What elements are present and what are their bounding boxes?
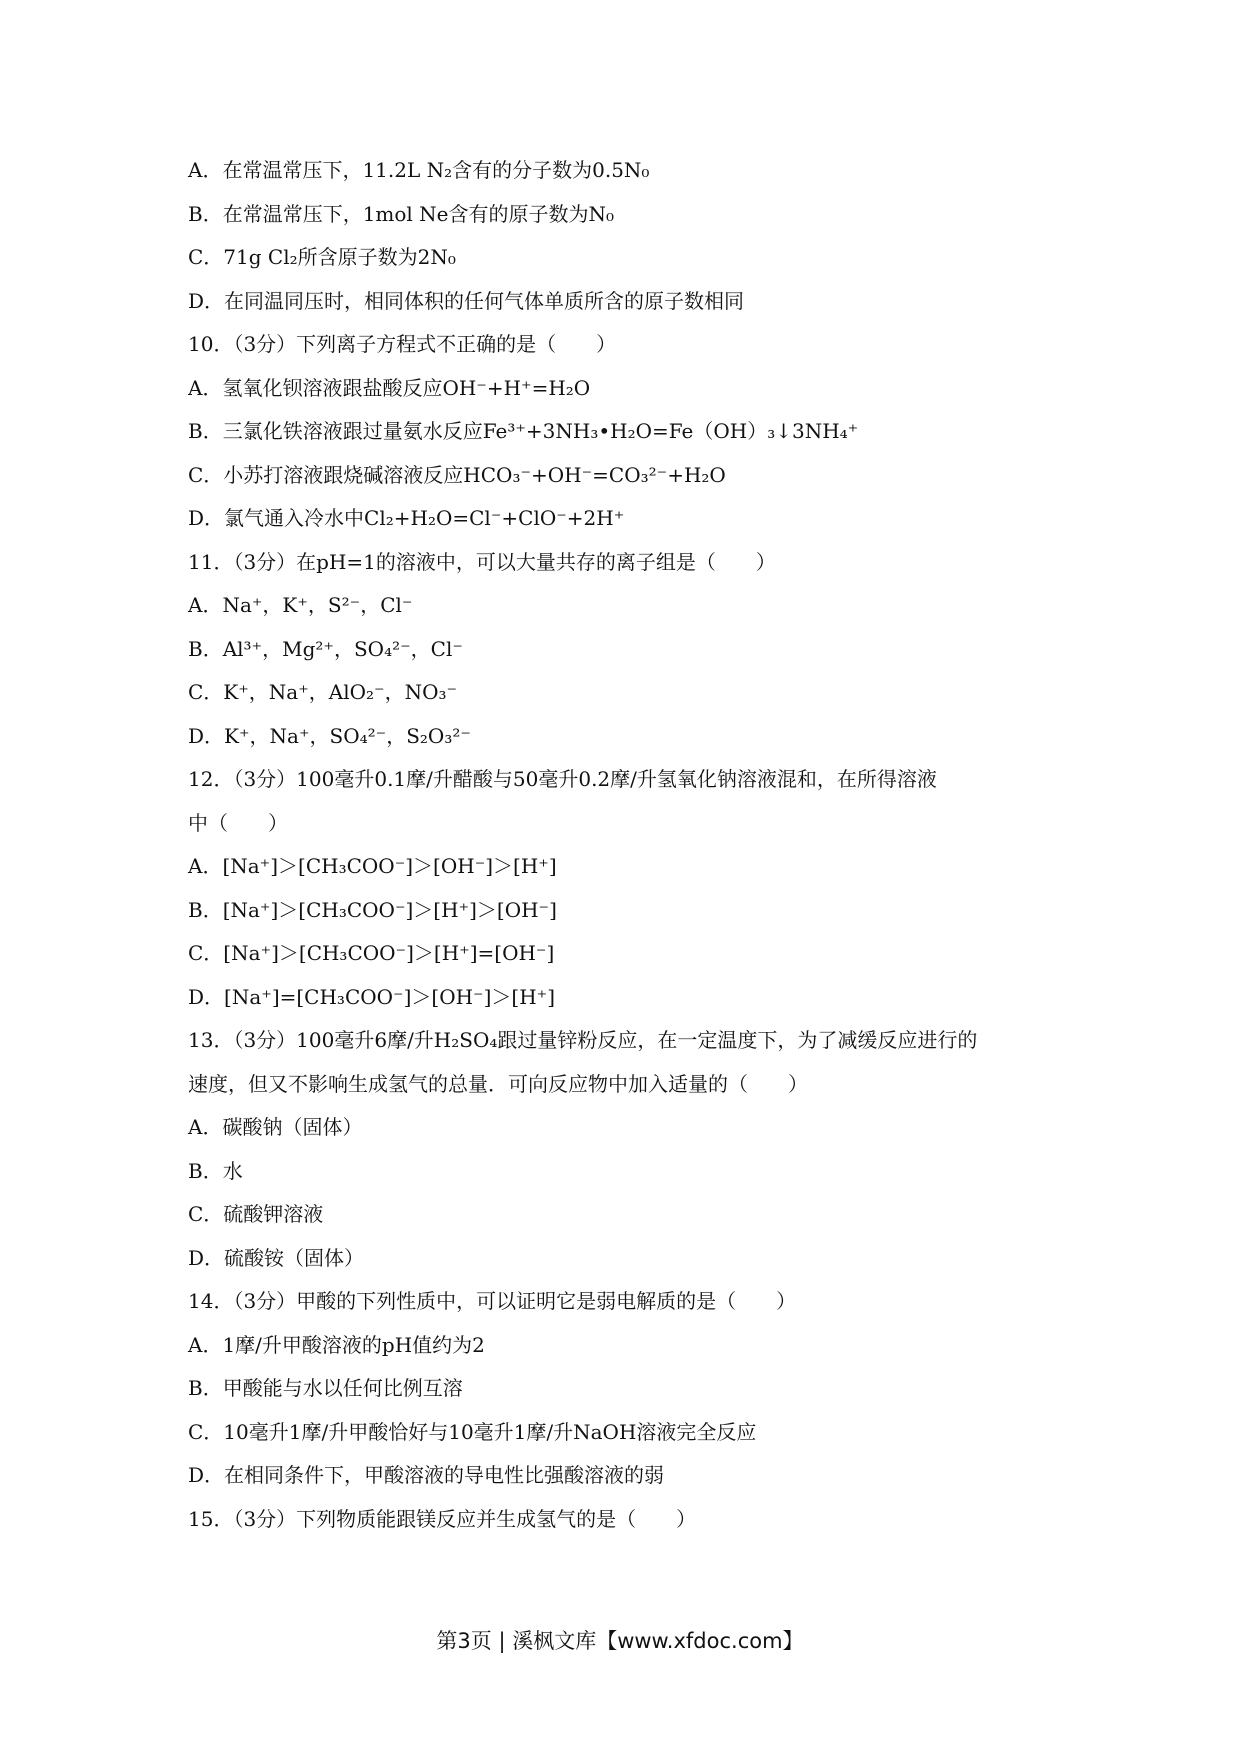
option-11d: D．K⁺，Na⁺，SO₄²⁻，S₂O₃²⁻: [188, 723, 471, 748]
question-14: 14．（3分）甲酸的下列性质中，可以证明它是弱电解质的是（ ）: [188, 1289, 797, 1313]
question-content: [188, 158, 1068, 1550]
option-9a: A．在常温常压下，11.2L N₂含有的分子数为0.5N₀: [188, 158, 650, 182]
option-10a: A．氢氧化钡溶液跟盐酸反应OH⁻+H⁺=H₂O: [188, 375, 591, 400]
option-12b: B．[Na⁺]＞[CH₃COO⁻]＞[H⁺]＞[OH⁻]: [188, 897, 557, 922]
question-11: 11．（3分）在pH=1的溶液中，可以大量共存的离子组是（ ）: [188, 549, 776, 574]
option-12a: A．[Na⁺]＞[CH₃COO⁻]＞[OH⁻]＞[H⁺]: [188, 854, 557, 878]
option-9d: D．在同温同压时，相同体积的任何气体单质所含的原子数相同: [188, 288, 745, 313]
page-footer: 第3页 | 溪枫文库【www.xfdoc.com】: [436, 1629, 804, 1653]
option-13b: B．水: [188, 1158, 243, 1183]
option-9b: B．在常温常压下，1mol Ne含有的原子数为N₀: [188, 201, 615, 226]
question-15: 15．（3分）下列物质能跟镁反应并生成氢气的是（ ）: [188, 1506, 697, 1531]
option-14b: B．甲酸能与水以任何比例互溶: [188, 1376, 463, 1400]
option-10b: B．三氯化铁溶液跟过量氨水反应Fe³⁺+3NH₃•H₂O=Fe（OH）₃↓3NH₄⁺: [188, 419, 859, 443]
option-11b: B．Al³⁺，Mg²⁺，SO₄²⁻，Cl⁻: [188, 636, 463, 661]
question-12-part2: 中（ ）: [188, 810, 288, 835]
option-12d: D．[Na⁺]=[CH₃COO⁻]＞[OH⁻]＞[H⁺]: [188, 984, 556, 1009]
option-14a: A．1摩/升甲酸溶液的pH值约为2: [188, 1332, 485, 1357]
question-10: 10．（3分）下列离子方程式不正确的是（ ）: [188, 332, 617, 356]
option-14c: C．10毫升1摩/升甲酸恰好与10毫升1摩/升NaOH溶液完全反应: [188, 1419, 757, 1444]
question-13-part1: 13．（3分）100毫升6摩/升H₂SO₄跟过量锌粉反应，在一定温度下，为了减缓反应进行的: [188, 1028, 978, 1052]
option-13c: C．硫酸钾溶液: [188, 1202, 324, 1226]
option-10c: C．小苏打溶液跟烧碱溶液反应HCO₃⁻+OH⁻=CO₃²⁻+H₂O: [188, 462, 726, 487]
option-14d: D．在相同条件下，甲酸溶液的导电性比强酸溶液的弱: [188, 1463, 665, 1487]
question-12-part1: 12．（3分）100毫升0.1摩/升醋酸与50毫升0.2摩/升氢氧化钠溶液混和，在所得溶液: [188, 767, 937, 791]
option-11c: C．K⁺，Na⁺，AlO₂⁻，NO₃⁻: [188, 680, 458, 704]
option-11a: A．Na⁺，K⁺，S²⁻，Cl⁻: [188, 593, 413, 617]
option-9c: C．71g Cl₂所含原子数为2N₀: [188, 245, 456, 269]
question-13-part2: 速度，但又不影响生成氢气的总量．可向反应物中加入适量的（ ）: [188, 1071, 808, 1096]
option-12c: C．[Na⁺]＞[CH₃COO⁻]＞[H⁺]=[OH⁻]: [188, 941, 555, 965]
option-13d: D．硫酸铵（固体）: [188, 1245, 365, 1270]
option-10d: D．氯气通入冷水中Cl₂+H₂O=Cl⁻+ClO⁻+2H⁺: [188, 506, 625, 530]
option-13a: A．碳酸钠（固体）: [188, 1115, 363, 1139]
